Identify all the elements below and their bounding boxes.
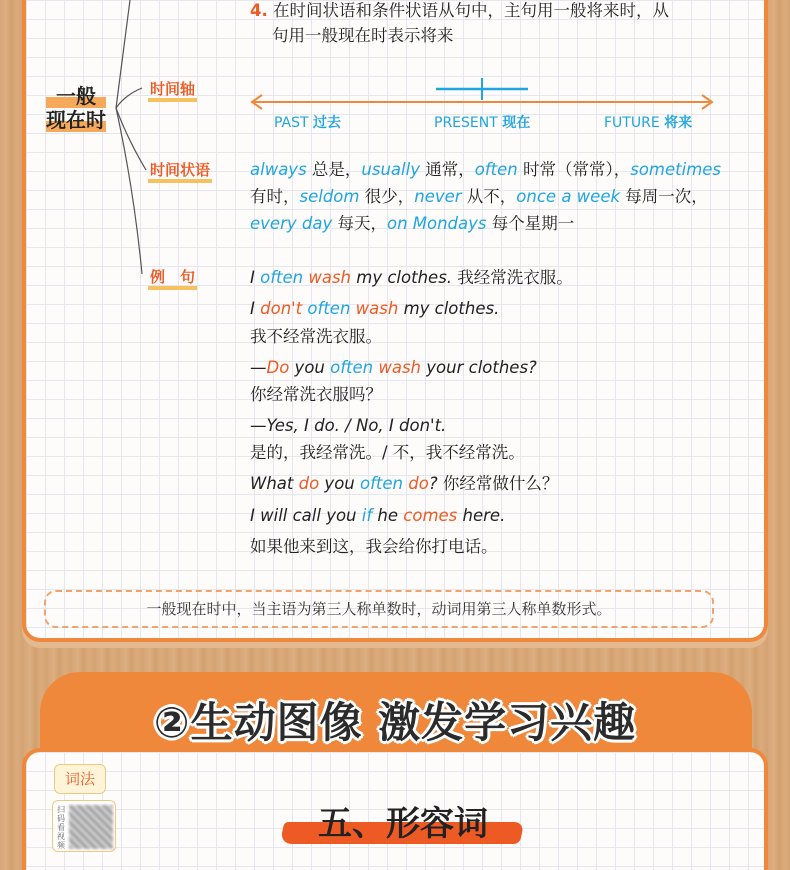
section-title: 五、形容词 — [318, 804, 488, 844]
example-2-en: I don't often wash my clothes. — [250, 299, 500, 318]
example-1: I often wash my clothes. 我经常洗衣服。 — [250, 268, 573, 287]
qr-caption: 扫码看视频 — [57, 805, 65, 850]
timeline-label: 时间轴 — [148, 80, 197, 102]
adverbials-line1: always 总是，usually 通常，often 时常（常常），sometimes — [250, 160, 722, 179]
banner-title: ②生动图像 激发学习兴趣 — [153, 698, 637, 747]
example-6-en: I will call you if he comes here. — [250, 506, 506, 525]
mindmap-root: 一般 现在时 — [46, 84, 106, 132]
example-4-en: —Yes, I do. / No, I don't. — [250, 416, 447, 435]
example-6-cn: 如果他来到这，我会给你打电话。 — [250, 537, 498, 556]
qr-code-box[interactable] — [52, 800, 116, 852]
adverbials-line2: 有时，seldom 很少，never 从不，once a week 每周一次， — [250, 187, 708, 206]
examples-label: 例 句 — [148, 268, 197, 290]
timeline-present: PRESENT 现在 — [434, 115, 531, 131]
rule-4-line1: 4. 在时间状语和条件状语从句中，主句用一般将来时，从 — [250, 1, 669, 20]
adverbials-line3: every day 每天，on Mondays 每个星期一 — [250, 214, 575, 233]
example-3-cn: 你经常洗衣服吗？ — [250, 385, 382, 404]
example-3-en: —Do you often wash your clothes? — [250, 358, 537, 377]
adverbials-label: 时间状语 — [148, 161, 212, 183]
category-tag: 词法 — [54, 764, 106, 794]
rule-4-line2: 句用一般现在时表示将来 — [272, 26, 454, 45]
timeline-future: FUTURE 将来 — [604, 115, 693, 131]
qr-code-icon[interactable] — [69, 805, 113, 849]
example-5: What do you often do? 你经常做什么？ — [250, 474, 559, 493]
timeline-past: PAST 过去 — [274, 115, 342, 131]
note-box: 一般现在时中，当主语为第三人称单数时，动词用第三人称单数形式。 — [44, 590, 714, 628]
example-2-cn: 我不经常洗衣服。 — [250, 327, 382, 346]
example-4-cn: 是的，我经常洗。/ 不，我不经常洗。 — [250, 443, 525, 462]
